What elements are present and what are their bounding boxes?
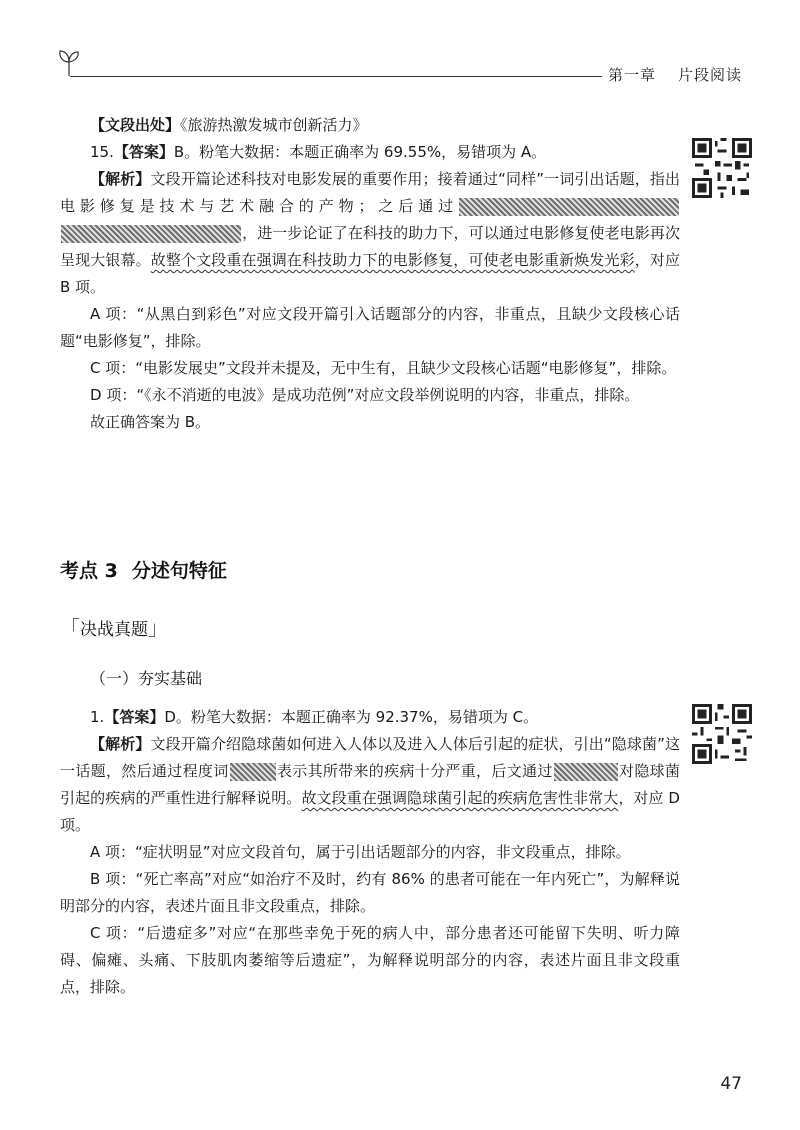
subsection-title: 决战真题 [80,620,148,640]
running-header [608,64,742,85]
emphasized-conclusion: 故文段重在强调隐球菌引起的疾病危害性非常大 [301,789,619,807]
section-name: 分述句特征 [131,560,227,582]
analysis-label: 【解析】 [90,735,151,753]
answer-label: 【答案】 [113,143,174,161]
blurred-text [230,763,276,781]
subsection-heading [60,612,168,641]
qr-code-icon[interactable] [692,704,752,764]
analysis-paragraph [60,166,680,301]
bracket-close: 」 [148,616,168,640]
option-c-analysis: C 项：“电影发展史”文段并未提及，无中生有，且缺少文段核心话题“电影修复”，排除。 [90,359,677,377]
conclusion: 故正确答案为 B。 [90,413,211,431]
answer-text: D。粉笔大数据：本题正确率为 92.37%，易错项为 C。 [164,708,539,726]
analysis-label: 【解析】 [90,170,151,188]
source-title: 《旅游热激发城市创新活力》 [180,116,368,134]
analysis-paragraph [60,731,680,839]
source-line [60,112,680,139]
option-a-analysis: A 项：“从黑白到彩色”对应文段开篇引入话题部分的内容，非重点，且缺少文段核心话题“电影修复”，排除。 [60,305,680,350]
answer-text: B。粉笔大数据：本题正确率为 69.55%，易错项为 A。 [173,143,547,161]
question-number: 15. [90,143,114,161]
page-number: 47 [720,1074,742,1094]
analysis-text: ，进一步论证了在科技的助力下，可以通过电影修复使老电影再次呈现大银幕。 [60,224,680,269]
analysis-text: 文段开篇介绍隐球菌如何进入人体以及进入人体后引起的症状，引出“隐球菌”这一话题，然后通过程度词 [60,735,680,780]
bracket-open: 「 [60,616,80,640]
answer-block-15 [60,112,680,436]
analysis-text: 文段开篇论述科技对电影发展的重要作用；接着通过“同样”一词引出话题，指出电影修复是技术与艺术融合的产物；之后通过 [60,170,680,215]
section-label: 片段阅读 [678,66,743,84]
blurred-text [554,763,618,781]
blurred-text [459,198,679,216]
section-title [60,556,227,583]
sub-subsection-heading: （一）夯实基础 [90,669,203,688]
sprout-icon [58,48,80,76]
analysis-text: ，对应 B 项。 [60,251,680,296]
analysis-text: 表示其所带来的疾病十分严重，后文通过 [276,762,553,780]
source-label: 【文段出处】 [90,116,181,134]
option-a-analysis: A 项：“症状明显”对应文段首句，属于引出话题部分的内容，非文段重点，排除。 [90,843,631,861]
answer-block-1 [60,704,680,1001]
chapter-label: 第一章 [608,66,657,84]
answer-line [60,139,680,166]
option-b-analysis: B 项：“死亡率高”对应“如治疗不及时，约有 86% 的患者可能在一年内死亡”，为解释说明部分的内容，表述片面且非文段重点，排除。 [60,870,680,915]
option-c-analysis: C 项：“后遗症多”对应“在那些幸免于死的病人中，部分患者还可能留下失明、听力障碍、偏瘫、头痛、下肢肌肉萎缩等后遗症”，为解释说明部分的内容，表述片面且非文段重点，排除。 [60,924,680,996]
section-number: 考点 3 [60,560,118,582]
analysis-text: 对隐球菌引起的疾病的严重性进行解释说明。 [60,762,680,807]
blurred-text [61,225,241,243]
answer-label: 【答案】 [104,708,165,726]
header-rule [70,76,602,77]
emphasized-conclusion: 故整个文段重在强调在科技助力下的电影修复，可使老电影重新焕发光彩 [150,251,635,269]
analysis-text: ，对应 D 项。 [60,789,680,834]
option-d-analysis: D 项：“《永不消逝的电波》是成功范例”对应文段举例说明的内容，非重点，排除。 [90,386,640,404]
answer-line [60,704,680,731]
qr-code-icon[interactable] [692,138,752,198]
question-number: 1. [90,708,105,726]
